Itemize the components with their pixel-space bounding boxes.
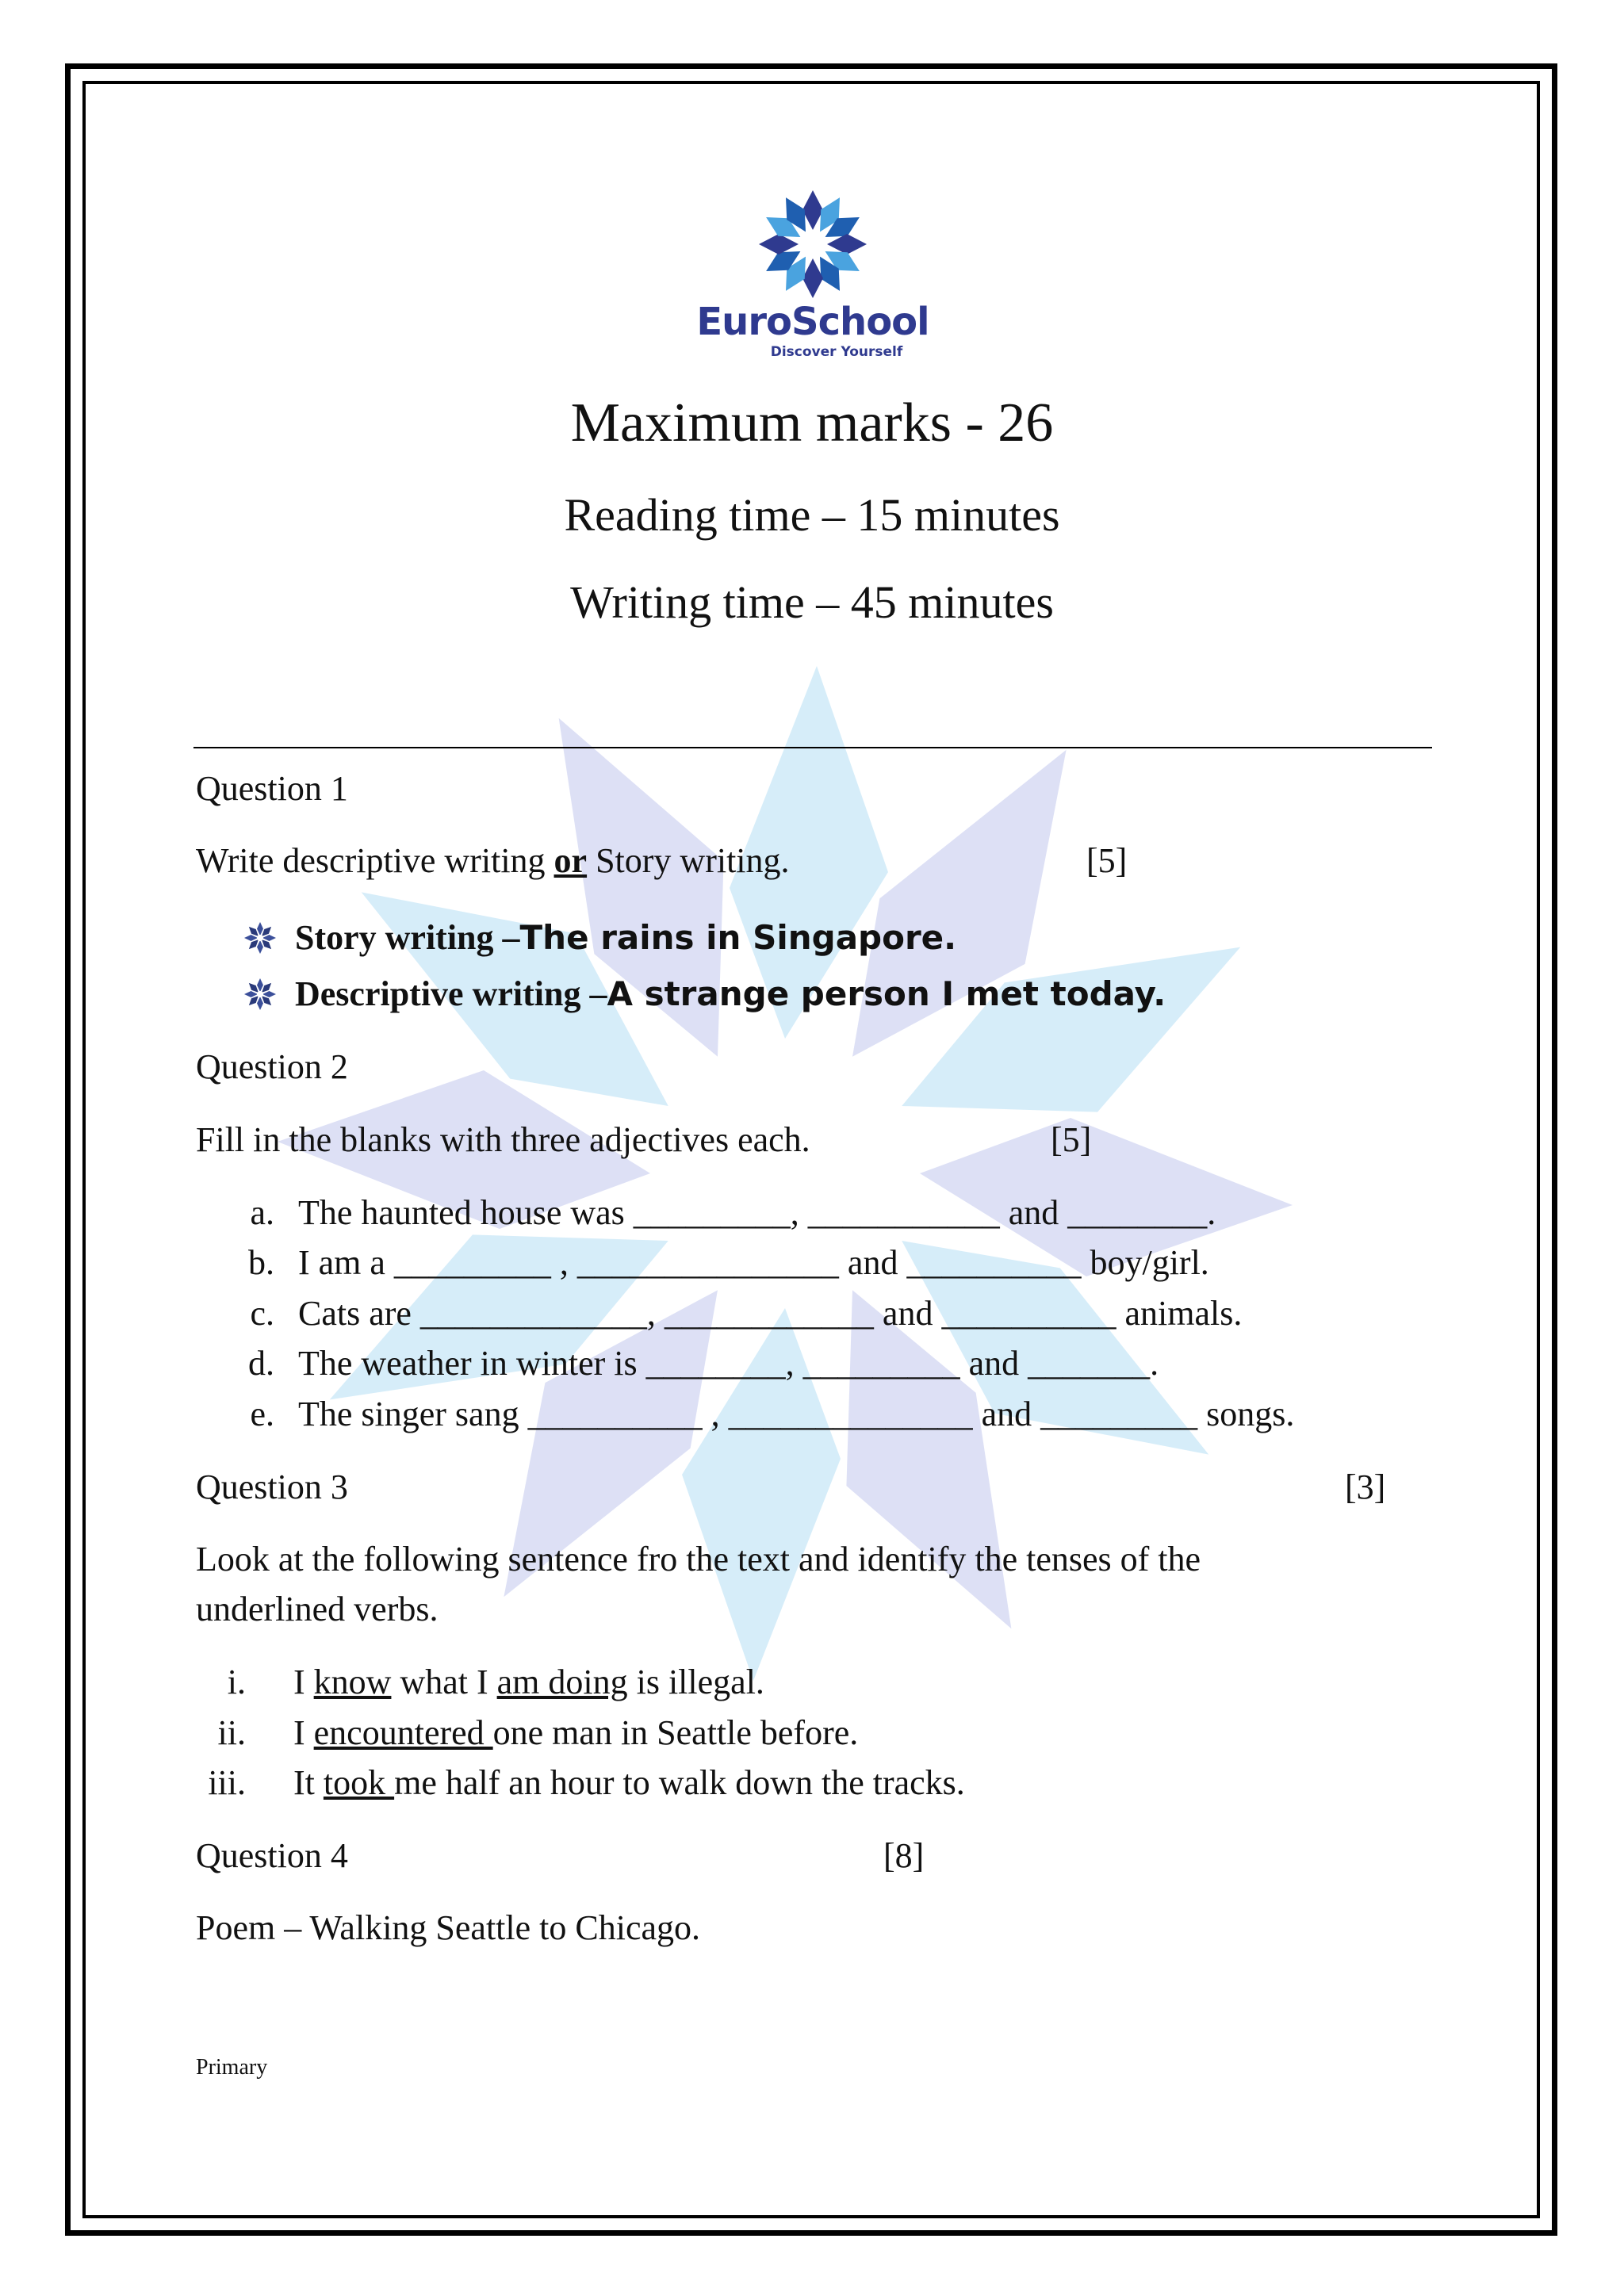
writing-time: Writing time – 45 minutes	[570, 576, 1054, 628]
list-item: iii. It took me half an hour to walk down the tracks.	[208, 1763, 965, 1802]
list-item: c. Cats are _____________, ____________ and __________ animals.	[250, 1294, 1243, 1333]
list-item: a. The haunted house was _________, ___________ and ________.	[250, 1193, 1216, 1232]
logo-name: EuroSchool	[696, 300, 929, 344]
q3-heading: Question 3	[196, 1468, 348, 1506]
logo-tagline: Discover Yourself	[770, 344, 903, 360]
max-marks-title: Maximum marks - 26	[570, 392, 1054, 453]
school-logo	[690, 189, 936, 367]
q4-instruction: Poem – Walking Seattle to Chicago.	[196, 1908, 701, 1947]
list-item: d. The weather in winter is ________, _________ and _______.	[248, 1344, 1159, 1383]
q2-instruction: Fill in the blanks with three adjectives each.	[196, 1120, 810, 1159]
q1-bullet: Descriptive writing – A strange person I met today.	[243, 974, 1166, 1014]
q1-heading: Question 1	[196, 769, 348, 808]
snowflake-bullet-icon	[243, 977, 278, 1012]
q2-marks: [5]	[1051, 1120, 1092, 1159]
q2-heading: Question 2	[196, 1047, 348, 1086]
reading-time: Reading time – 15 minutes	[564, 489, 1060, 541]
q3-marks: [3]	[1345, 1468, 1386, 1506]
q3-instruction-line2: underlined verbs.	[196, 1590, 439, 1628]
list-item: e. The singer sang __________ , ______________ and _________ songs.	[250, 1395, 1295, 1433]
snowflake-bullet-icon	[243, 920, 278, 955]
list-item: b. I am a _________ , _______________ and __________ boy/girl.	[248, 1243, 1209, 1282]
q3-instruction-line1: Look at the following sentence fro the text and identify the tenses of the	[196, 1540, 1201, 1578]
list-item: i. I know what I am doing is illegal.	[227, 1663, 764, 1701]
q4-marks: [8]	[883, 1836, 925, 1875]
logo-star-icon	[757, 189, 868, 300]
q1-instruction: Write descriptive writing or Story writing.	[196, 841, 790, 880]
list-item: ii. I encountered one man in Seattle before.	[217, 1713, 859, 1752]
footer-label: Primary	[196, 2055, 268, 2080]
q1-bullet: Story writing – The rains in Singapore.	[243, 917, 956, 958]
q4-heading: Question 4	[196, 1836, 348, 1875]
q1-marks: [5]	[1086, 841, 1128, 880]
divider	[193, 747, 1432, 748]
